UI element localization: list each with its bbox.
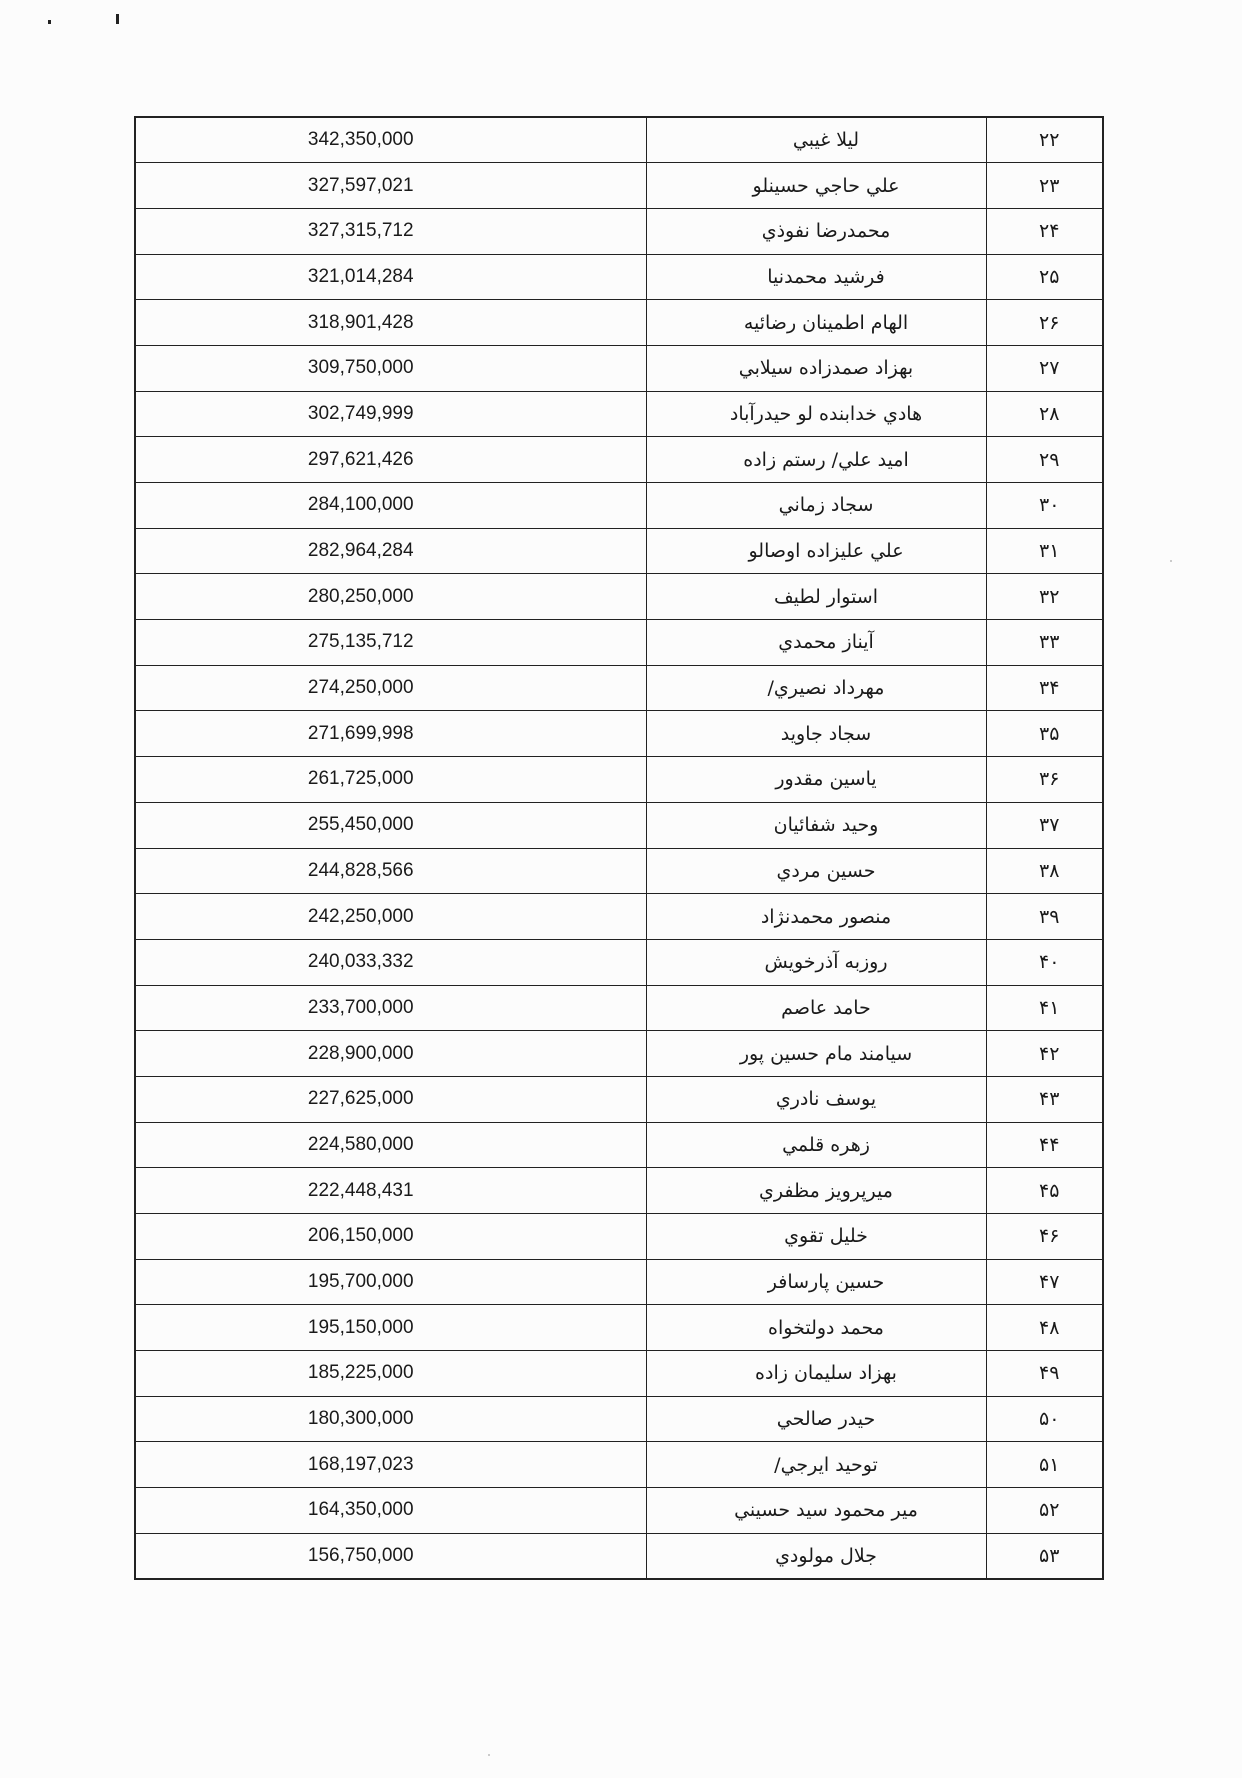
payment-table [134,116,1104,1580]
name-cell: محمد دولتخواه [646,1305,986,1351]
amount-cell: 240,033,332 [135,939,646,985]
table-row [135,1122,1103,1168]
name-cell: توحيد ايرجي/ [646,1442,986,1488]
name-cell: حسين مردي [646,848,986,894]
row-number-cell: ۲۴ [986,208,1103,254]
row-number-cell: ۵۳ [986,1533,1103,1579]
name-cell: سجاد زماني [646,483,986,529]
name-cell: جلال مولودي [646,1533,986,1579]
name-cell: زهره قلمي [646,1122,986,1168]
name-cell: مير محمود سيد حسيني [646,1488,986,1534]
table-row [135,300,1103,346]
amount-cell: 274,250,000 [135,665,646,711]
row-number-cell: ۳۵ [986,711,1103,757]
table-row [135,665,1103,711]
name-cell: علي عليزاده اوصالو [646,528,986,574]
table-row [135,117,1103,163]
row-number-cell: ۳۱ [986,528,1103,574]
table-row [135,1488,1103,1534]
amount-cell: 164,350,000 [135,1488,646,1534]
name-cell: بهزاد صمدزاده سيلابي [646,345,986,391]
row-number-cell: ۳۷ [986,802,1103,848]
table-row [135,985,1103,1031]
name-cell: حسين پارسافر [646,1259,986,1305]
amount-cell: 302,749,999 [135,391,646,437]
row-number-cell: ۳۴ [986,665,1103,711]
amount-cell: 261,725,000 [135,757,646,803]
name-cell: سجاد جاويد [646,711,986,757]
name-cell: منصور محمدنژاد [646,894,986,940]
row-number-cell: ۴۸ [986,1305,1103,1351]
table-row [135,1305,1103,1351]
table-row [135,1214,1103,1260]
table-row [135,345,1103,391]
name-cell: بهزاد سليمان زاده [646,1351,986,1397]
amount-cell: 242,250,000 [135,894,646,940]
row-number-cell: ۳۰ [986,483,1103,529]
name-cell: وحيد شفائيان [646,802,986,848]
amount-cell: 233,700,000 [135,985,646,1031]
amount-cell: 284,100,000 [135,483,646,529]
row-number-cell: ۴۵ [986,1168,1103,1214]
name-cell: روزبه آذرخويش [646,939,986,985]
scan-speck [1170,560,1172,562]
row-number-cell: ۴۹ [986,1351,1103,1397]
amount-cell: 271,699,998 [135,711,646,757]
name-cell: اميد علي/ رستم زاده [646,437,986,483]
scan-speck [116,14,119,24]
table-row [135,254,1103,300]
table-row [135,574,1103,620]
name-cell: محمدرضا نفوذي [646,208,986,254]
table-row [135,1076,1103,1122]
row-number-cell: ۲۷ [986,345,1103,391]
table-row [135,1396,1103,1442]
row-number-cell: ۲۸ [986,391,1103,437]
amount-cell: 282,964,284 [135,528,646,574]
name-cell: الهام اطمينان رضائيه [646,300,986,346]
table-row [135,208,1103,254]
row-number-cell: ۳۸ [986,848,1103,894]
row-number-cell: ۴۶ [986,1214,1103,1260]
payment-table-container [134,116,1102,1580]
amount-cell: 280,250,000 [135,574,646,620]
name-cell: يوسف نادري [646,1076,986,1122]
amount-cell: 168,197,023 [135,1442,646,1488]
amount-cell: 224,580,000 [135,1122,646,1168]
row-number-cell: ۴۳ [986,1076,1103,1122]
table-row [135,1031,1103,1077]
table-row [135,711,1103,757]
name-cell: آيناز محمدي [646,620,986,666]
amount-cell: 228,900,000 [135,1031,646,1077]
name-cell: ياسين مقدور [646,757,986,803]
amount-cell: 206,150,000 [135,1214,646,1260]
amount-cell: 185,225,000 [135,1351,646,1397]
row-number-cell: ۴۱ [986,985,1103,1031]
name-cell: ليلا غيبي [646,117,986,163]
table-row [135,528,1103,574]
amount-cell: 255,450,000 [135,802,646,848]
row-number-cell: ۲۵ [986,254,1103,300]
name-cell: استوار لطيف [646,574,986,620]
table-row [135,1168,1103,1214]
row-number-cell: ۵۲ [986,1488,1103,1534]
table-row [135,1442,1103,1488]
row-number-cell: ۴۷ [986,1259,1103,1305]
table-row [135,620,1103,666]
table-row [135,894,1103,940]
table-row [135,1533,1103,1579]
amount-cell: 195,150,000 [135,1305,646,1351]
name-cell: خليل تقوي [646,1214,986,1260]
row-number-cell: ۵۰ [986,1396,1103,1442]
row-number-cell: ۲۶ [986,300,1103,346]
row-number-cell: ۵۱ [986,1442,1103,1488]
amount-cell: 309,750,000 [135,345,646,391]
amount-cell: 327,315,712 [135,208,646,254]
row-number-cell: ۲۹ [986,437,1103,483]
amount-cell: 195,700,000 [135,1259,646,1305]
name-cell: مهرداد نصيري/ [646,665,986,711]
name-cell: سيامند مام حسين پور [646,1031,986,1077]
table-row [135,1351,1103,1397]
scan-speck [48,20,51,24]
table-row [135,802,1103,848]
row-number-cell: ۲۳ [986,163,1103,209]
table-row [135,163,1103,209]
amount-cell: 342,350,000 [135,117,646,163]
row-number-cell: ۳۲ [986,574,1103,620]
table-row [135,483,1103,529]
row-number-cell: ۳۹ [986,894,1103,940]
row-number-cell: ۴۲ [986,1031,1103,1077]
row-number-cell: ۴۰ [986,939,1103,985]
table-row [135,437,1103,483]
scan-speck [488,1754,490,1756]
name-cell: حيدر صالحي [646,1396,986,1442]
row-number-cell: ۲۲ [986,117,1103,163]
amount-cell: 297,621,426 [135,437,646,483]
row-number-cell: ۳۶ [986,757,1103,803]
amount-cell: 244,828,566 [135,848,646,894]
table-row [135,939,1103,985]
name-cell: هادي خدابنده لو حيدرآباد [646,391,986,437]
name-cell: ميرپرويز مظفري [646,1168,986,1214]
amount-cell: 156,750,000 [135,1533,646,1579]
name-cell: فرشيد محمدنيا [646,254,986,300]
table-row [135,848,1103,894]
amount-cell: 321,014,284 [135,254,646,300]
table-row [135,757,1103,803]
name-cell: حامد عاصم [646,985,986,1031]
row-number-cell: ۴۴ [986,1122,1103,1168]
amount-cell: 275,135,712 [135,620,646,666]
table-row [135,1259,1103,1305]
row-number-cell: ۳۳ [986,620,1103,666]
amount-cell: 222,448,431 [135,1168,646,1214]
amount-cell: 180,300,000 [135,1396,646,1442]
payment-table-body [135,117,1103,1579]
amount-cell: 327,597,021 [135,163,646,209]
table-row [135,391,1103,437]
name-cell: علي حاجي حسينلو [646,163,986,209]
amount-cell: 227,625,000 [135,1076,646,1122]
amount-cell: 318,901,428 [135,300,646,346]
